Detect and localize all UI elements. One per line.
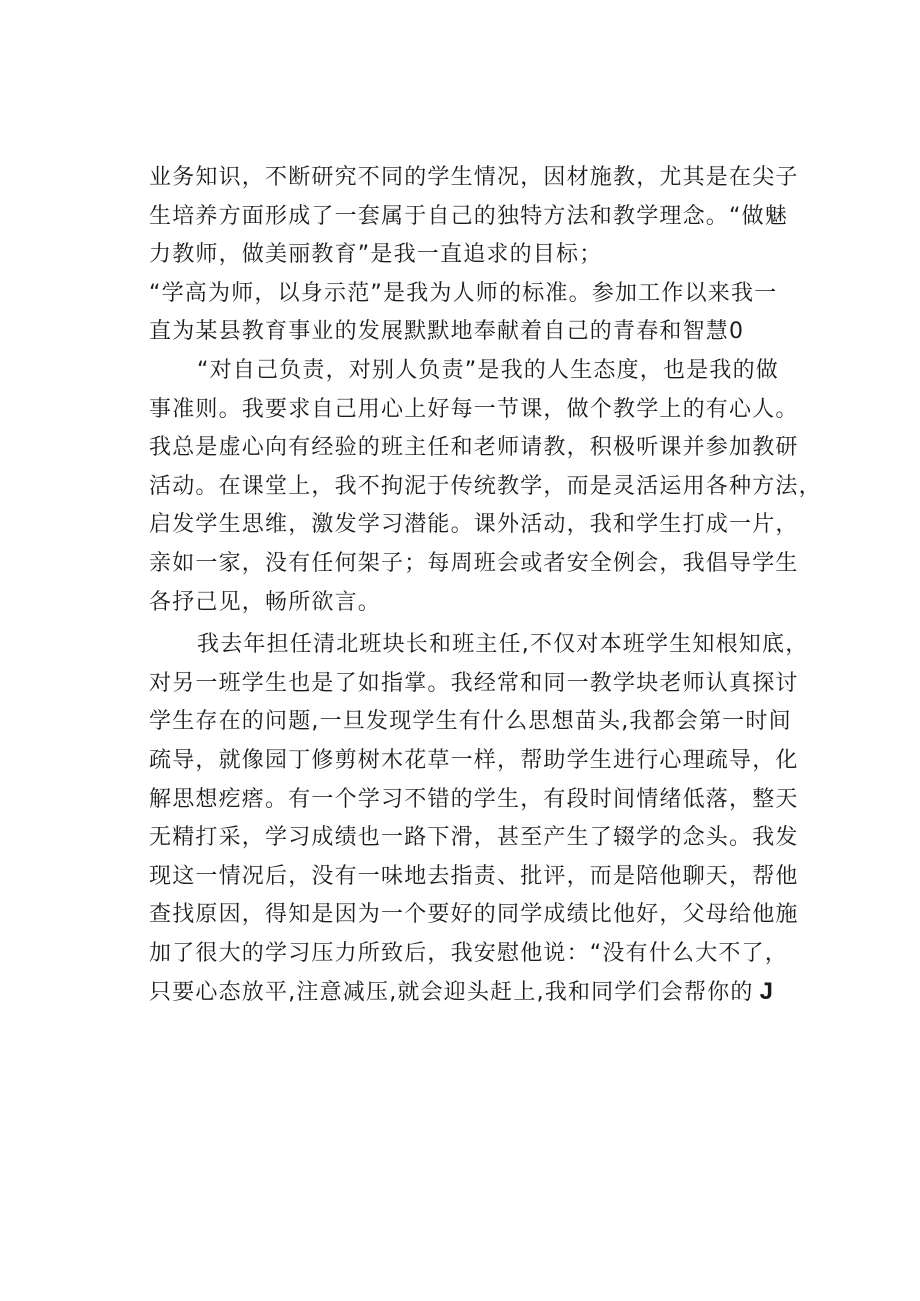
text-line: 生培养方面形成了一套属于自己的独特方法和教学理念。“做魅 [149,203,788,229]
text-line-last [149,973,809,1012]
text-line: 我总是虚心向有经验的班主任和老师请教，积极听课并参加教研 [149,435,799,461]
trailing-glyph: J [759,978,775,1006]
text-line: 亲如一家，没有任何架子；每周班会或者安全例会，我倡导学生 [149,550,799,576]
text-line: 启发学生思维，激发学习潜能。课外活动，我和学生打成一片， [149,512,799,538]
text-line: 疏导，就像园丁修剪树木花草一样，帮助学生进行心理疏导，化 [149,747,799,773]
text-line: 事准则。我要求自己用心上好每一节课，做个教学上的有心人。 [149,396,799,422]
text-line: 无精打采，学习成绩也一路下滑，甚至产生了辍学的念头。我发 [149,825,799,851]
text-line: 查找原因，得知是因为一个要好的同学成绩比他好，父母给他施 [149,902,799,928]
text-line: 学生存在的问题,一旦发现学生有什么思想苗头,我都会第一时间 [149,709,792,735]
text-line: “学高为师，以身示范”是我为人师的标准。参加工作以来我一 [149,280,778,306]
paragraph-first-line: 我去年担任清北班块长和班主任,不仅对本班学生知根知底， [197,632,809,658]
text-line: 力教师，做美丽教育”是我一直追求的目标； [149,242,603,268]
text-line: 解思想疙瘩。有一个学习不错的学生，有段时间情绪低落，整天 [149,786,799,812]
text-line: 现这一情况后，没有一味地去指责、批评，而是陪他聊天，帮他 [149,863,799,889]
text-line: 对另一班学生也是了如指掌。我经常和同一教学块老师认真探讨 [149,670,799,696]
text-line: 直为某县教育事业的发展默默地奉献着自己的青春和智慧0 [149,319,745,345]
text-line-content: 只要心态放平,注意减压,就会迎头赶上,我和同学们会帮你的 [149,980,754,1006]
text-line: 业务知识，不断研究不同的学生情况，因材施教，尤其是在尖子 [149,165,799,190]
text-line: 各抒己见，畅所欲言。 [149,589,382,615]
document-body [149,159,822,1012]
paragraph-first-line: “对自己负责，对别人负责”是我的人生态度，也是我的做 [197,357,779,383]
text-line: 活动。在课堂上，我不拘泥于传统教学，而是灵活运用各种方法， [149,473,822,499]
text-line: 加了很大的学习压力所致后，我安慰他说：“没有什么大不了， [149,940,788,966]
